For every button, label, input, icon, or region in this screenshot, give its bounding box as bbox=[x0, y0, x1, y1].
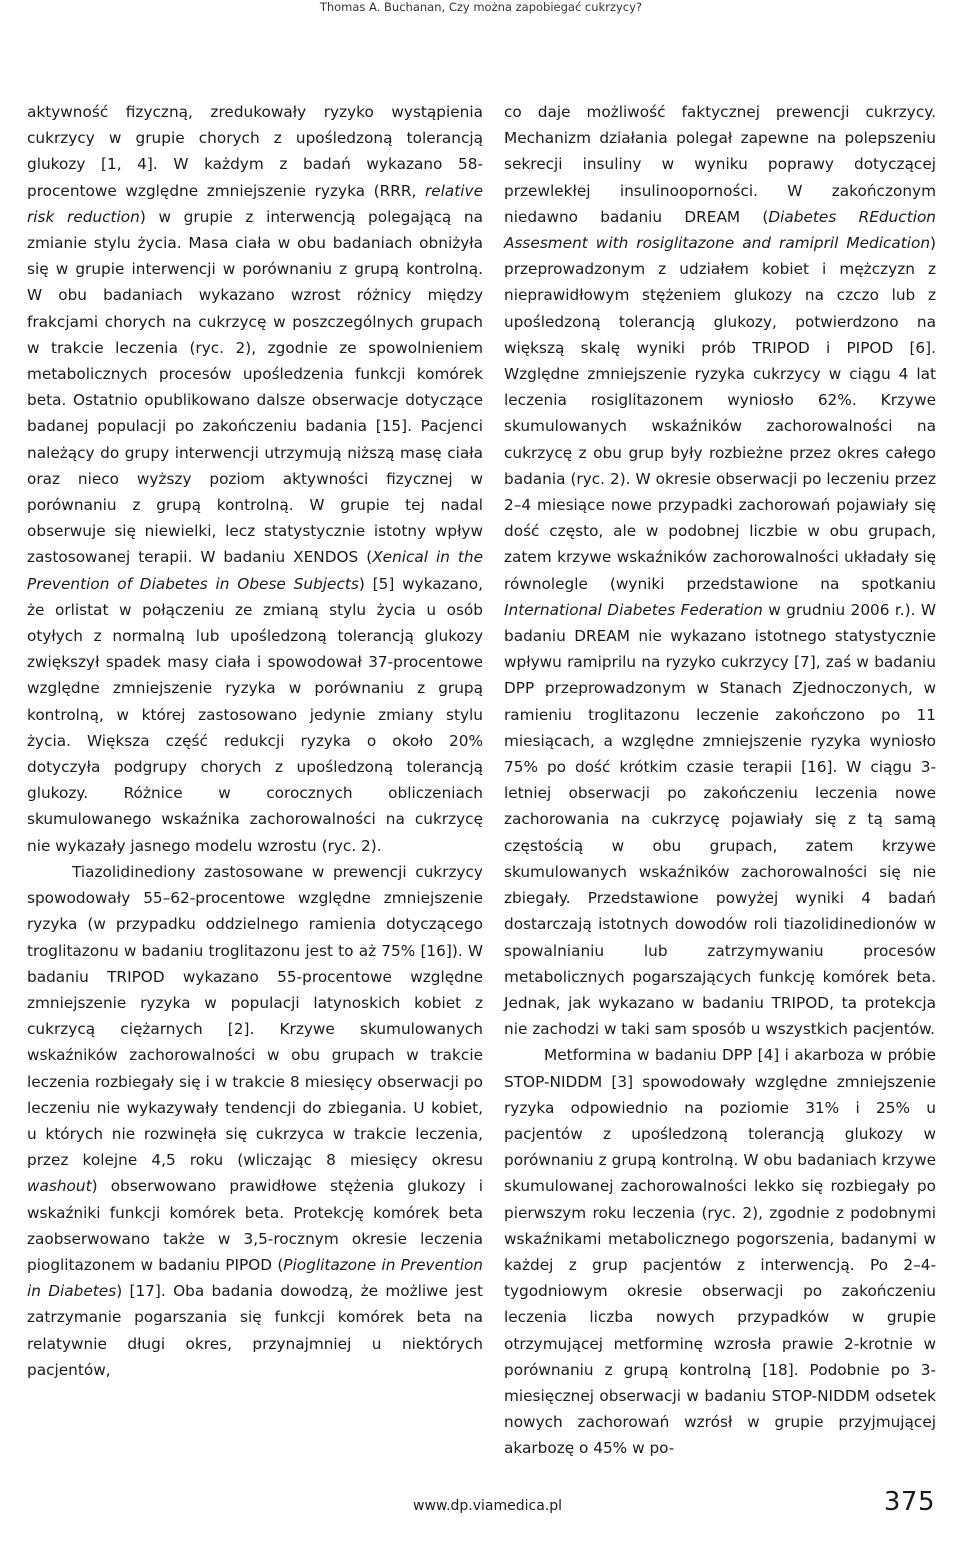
left-p1-text: aktywność fizyczną, zredukowały ryzyko wystąpienia cukrzycy w grupie chorych z upośledzoną tolerancją glukozy [1, 4]. W każdym z badań wykazano 58-procentowe względne zmniejszenie ryzyka (RRR, bbox=[27, 103, 483, 200]
right-p1-italic: Diabetes REduction Assesment with rosiglitazone and ramipril Medication bbox=[504, 207, 936, 253]
left-paragraph-2 bbox=[27, 859, 483, 1383]
left-p2-italic-2: Pioglitazone in Prevention in Diabetes bbox=[27, 1255, 484, 1301]
header-author: Thomas A. Buchanan, bbox=[319, 0, 446, 14]
left-p2-text: Tiazolidinediony zastosowane w prewencji cukrzycy spowodowały 55–62-procentowe względne zmniejszenie ryzyka (w przypadku oddzielnego ramienia dotyczącego troglitazonu w badaniu troglitazonu jest to aż 75% [16]). W badaniu TRIPOD wykazano 55-procentowe względne zmniejszenie ryzyka w populacji latynoskich kobiet z cukrzycą ciężarnych [2]. Krzywe skumulowanych wskaźników zachorowalności w obu grupach w trakcie leczenia rozbiegały się i w trakcie 8 miesięcy obserwacji po leczeniu nie wykazywały tendencji do zbiegania. U kobiet, u których nie rozwinęła się cukrzyca w trakcie leczenia, przez kolejne 4,5 roku (wliczając 8 miesięcy okresu bbox=[27, 862, 483, 1170]
left-p1-italic: relative risk reduction bbox=[27, 181, 483, 226]
right-p1-text-b: ) przeprowadzonym z udziałem kobiet i mężczyzn z nieprawidłowym stężeniem glukozy na czczo lub z upośledzoną tolerancją glukozy, potwierdzono na większą skalę wyniki prób TRIPOD i PIPOD [6]. Względne zmniejszenie ryzyka cukrzycy w ciągu 4 lat leczenia rosiglitazonem wyniosło 62%. Krzywe skumulowanych wskaźników zachorowalności na cukrzycę z obu grup były rozbieżne przez okres całego badania (ryc. 2). W okresie obserwacji po leczeniu przez 2–4 miesiące nowe przypadki zachorowań pojawiały się dość często, ale w podobnej liczbie w obu grupach, zatem krzywe wskaźników zachorowalności układały się równolegle (wyniki przedstawione na spotkaniu bbox=[504, 234, 936, 593]
right-column bbox=[504, 99, 936, 1462]
left-p2-text-b: ) obserwowano prawidłowe stężenia glukozy i wskaźniki funkcji komórek beta. Protekcję komórek beta zaobserwowano także w 3,5-rocznym okresie leczenia pioglitazonem w badaniu PIPOD ( bbox=[27, 1177, 483, 1274]
header-title: Czy można zapobiegać cukrzycy? bbox=[448, 0, 642, 14]
left-paragraph-1 bbox=[27, 99, 483, 859]
right-p1-text: co daje możliwość faktycznej prewencji cukrzycy. Mechanizm działania polegał zapewne na polepszeniu sekrecji insuliny w wyniku poprawy dotyczącej przewlekłej insulinooporności. W zakończonym niedawno badaniu DREAM ( bbox=[504, 103, 936, 226]
page-number: 375 bbox=[883, 1487, 935, 1517]
left-p2-text-c: ) [17]. Oba badania dowodzą, że możliwe jest zatrzymanie pogarszania się funkcji komórek beta na relatywnie długi okres, przynajmniej u niektórych pacjentów, bbox=[27, 1282, 484, 1379]
right-p1-italic-2: International Diabetes Federation bbox=[504, 600, 763, 619]
left-p1-text-b: ) w grupie z interwencją polegającą na zmianie stylu życia. Masa ciała w obu badaniach obniżyła się w grupie interwencji w porównaniu z grupą kontrolną. W obu badaniach wykazano wzrost różnicy między frakcjami chorych na cukrzycę w poszczególnych grupach w trakcie leczenia (ryc. 2), zgodnie ze spowolnieniem metabolicznych procesów upośledzenia funkcji komórek beta. Ostatnio opublikowano dalsze obserwacje dotyczące badanej populacji po zakończeniu badania [15]. Pacjenci należący do grupy interwencji utrzymują niższą masę ciała oraz nieco wyższy poziom aktywności fizycznej w porównaniu z grupą kontrolną. W grupie tej nadal obserwuje się niewielki, lecz statystycznie istotny wpływ zastosowanej terapii. W badaniu XENDOS ( bbox=[27, 207, 483, 567]
running-header bbox=[0, 0, 960, 14]
footer-url: www.dp.viamedica.pl bbox=[413, 1498, 563, 1514]
left-column bbox=[27, 99, 483, 1383]
right-paragraph-2: Metformina w badaniu DPP [4] i akarboza w próbie STOP-NIDDM [3] spowodowały względne zmniejszenie ryzyka odpowiednio na poziomie 31% i 25% u pacjentów z upośledzoną tolerancją glukozy w porównaniu z grupą kontrolną. W obu badaniach krzywe skumulowanej zachorowalności lekko się rozbiegały po pierwszym roku leczenia (ryc. 2), zgodnie z podobnymi wskaźnikami metabolicznego pogorszenia, badanymi w każdej z grup pacjentów z interwencją. Po 2–4-tygodniowym okresie obserwacji po zakończeniu leczenia liczba nowych przypadków w grupie otrzymującej metforminę wzrosła prawie 2-krotnie w porównaniu z grupą kontrolną [18]. Podobnie po 3-miesięcznej obserwacji w badaniu STOP-NIDDM odsetek nowych zachorowań wzrósł w grupie przyjmującej akarbozę o 45% w po- bbox=[504, 1046, 936, 1458]
running-header-text bbox=[320, 0, 642, 14]
right-paragraph-1 bbox=[504, 99, 936, 1042]
left-p1-text-c: ) [5] wykazano, że orlistat w połączeniu ze zmianą stylu życia u osób otyłych z normalną lub upośledzoną tolerancją glukozy zwiększył spadek masy ciała i spowodował 37-procentowe względne zmniejszenie ryzyka w porównaniu z grupą kontrolną, w której zastosowano jedynie zmiany stylu życia. Większa część redukcji ryzyka o około 20% dotyczyła podgrupy chorych z upośledzoną tolerancją glukozy. Różnice w corocznych obliczeniach skumulowanego wskaźnika zachorowalności na cukrzycę nie wykazały jasnego modelu wzrostu (ryc. 2). bbox=[27, 574, 483, 855]
left-p2-italic: washout bbox=[27, 1177, 92, 1196]
right-p1-text-c: w grudniu 2006 r.). W badaniu DREAM nie wykazano istotnego statystycznie wpływu ramiprilu na ryzyko cukrzycy [7], zaś w badaniu DPP przeprowadzonym w Stanach Zjednoczonych, w ramieniu troglitazonu leczenie zakończono po 11 miesiącach, a względne zmniejszenie ryzyka wyniosło 75% po dość krótkim czasie terapii [16]. W ciągu 3-letniej obserwacji po zakończeniu leczenia nowe zachorowania na cukrzycę pojawiały się z tą samą częstością w obu grupach, zatem krzywe skumulowanych wskaźników zachorowalności się nie zbiegały. Przedstawione powyżej wyniki 4 badań dostarczają istotnych dowodów roli tiazolidinedionów w spowalnianiu lub zatrzymywaniu procesów metabolicznych pogarszających funkcję komórek beta. Jednak, jak wykazano w badaniu TRIPOD, ta protekcja nie zachodzi w taki sam sposób u wszystkich pacjentów. bbox=[504, 600, 936, 1039]
left-p1-italic-2: Xenical in the Prevention of Diabetes in Obese Subjects bbox=[27, 548, 483, 593]
